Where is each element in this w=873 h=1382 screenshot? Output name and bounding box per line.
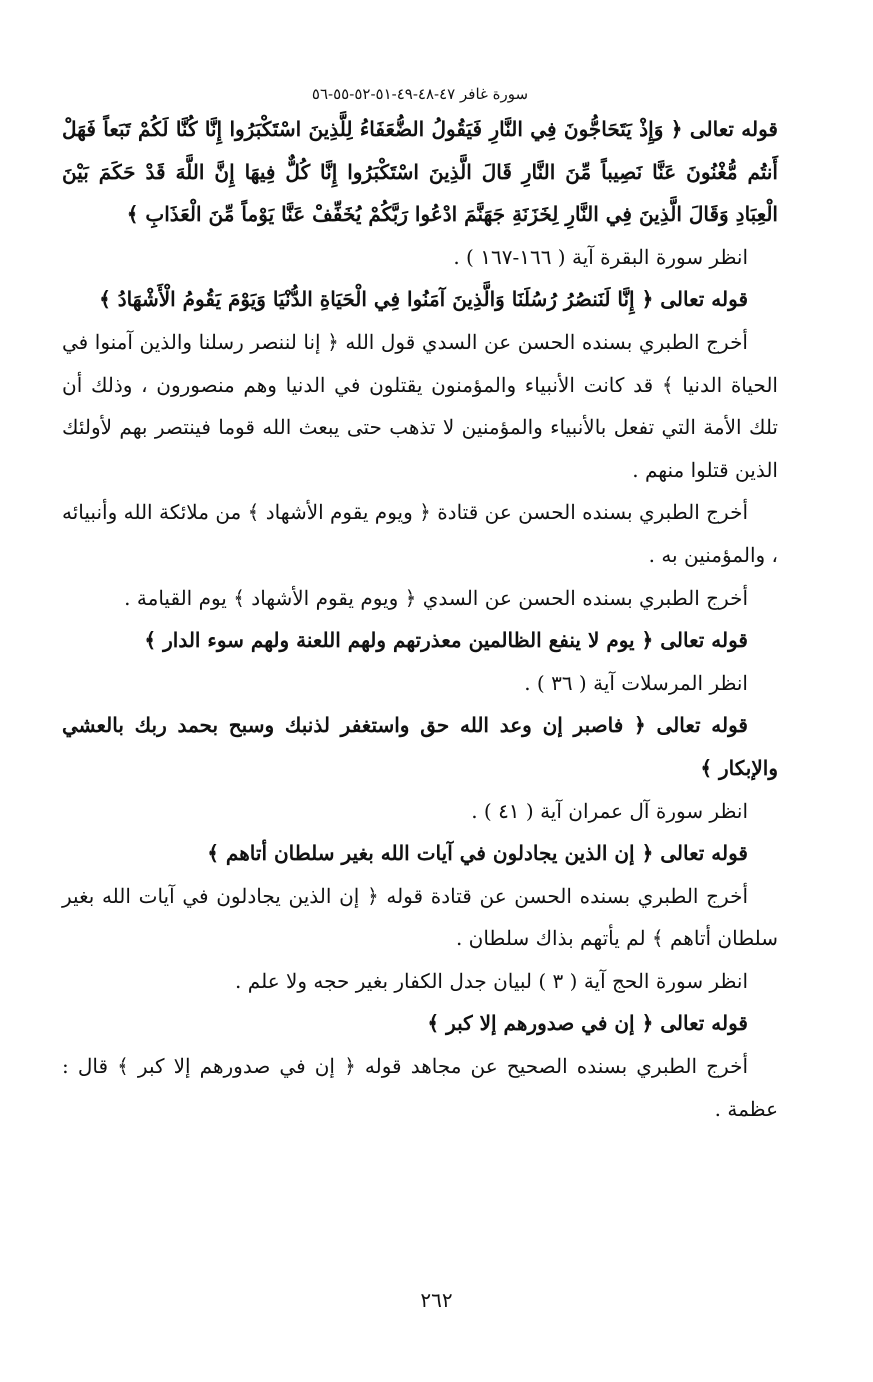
commentary-paragraph: انظر المرسلات آية ( ٣٦ ) . [524,670,748,695]
verse-heading: قوله تعالى ﴿ إن في صدورهم إلا كبر ﴾ [427,1011,748,1036]
page-body [62,84,778,1130]
commentary-paragraph: أخرج الطبري بسنده الحسن عن قتادة ﴿ ويوم يقوم الأشهاد ﴾ من ملائكة الله وأنبيائه ، والمؤمنين به . [62,500,778,567]
verse-heading: قوله تعالى ﴿ يوم لا ينفع الظالمين معذرتهم ولهم اللعنة ولهم سوء الدار ﴾ [144,628,748,653]
commentary-paragraph: أخرج الطبري بسنده الحسن عن قتادة قوله ﴿ إن الذين يجادلون في آيات الله بغير سلطان أتاهم ﴾ لم يأتهم بذاك سلطان . [62,883,778,951]
commentary-paragraph: انظر سورة الحج آية ( ٣ ) لبيان جدل الكفار بغير حجه ولا علم . [235,968,748,993]
commentary-paragraph: أخرج الطبري بسنده الصحيح عن مجاهد قوله ﴿ إن في صدورهم إلا كبر ﴾ قال : عظمة . [62,1054,778,1121]
verse-heading: قوله تعالى ﴿ وَإِذْ يَتَحَاجُّونَ فِي النَّارِ فَيَقُولُ الضُّعَفَاءُ لِلَّذِينَ اسْتَكْبَرُوا إِنَّا كُنَّا لَكُمْ تَبَعاً فَهَلْ أَنتُم مُّغْنُونَ عَنَّا نَصِيباً مِّنَ النَّارِ قَالَ الَّذِينَ اسْتَكْبَرُوا إِنَّا كُلٌّ فِيهَا إِنَّ اللَّهَ قَدْ حَكَمَ بَيْنَ الْعِبَادِ وَقَالَ الَّذِينَ فِي النَّارِ لِخَزَنَةِ جَهَنَّمَ ادْعُوا رَبَّكُمْ يُخَفِّفْ عَنَّا يَوْماً مِّنَ الْعَذَابِ ﴾ [62,117,778,227]
commentary-paragraph: أخرج الطبري بسنده الحسن عن السدي ﴿ ويوم يقوم الأشهاد ﴾ يوم القيامة . [124,585,748,610]
verse-heading: قوله تعالى ﴿ إِنَّا لَنَنصُرُ رُسُلَنَا وَالَّذِينَ آمَنُوا فِي الْحَيَاةِ الدُّنْيَا وَيَوْمَ يَقُومُ الْأَشْهَادُ ﴾ [99,287,748,312]
running-header: سورة غافر ٤٧-٤٨-٤٩-٥١-٥٢-٥٥-٥٦ [311,85,529,103]
commentary-paragraph: أخرج الطبري بسنده الحسن عن السدي قول الله ﴿ إنا لننصر رسلنا والذين آمنوا في الحياة الدنيا ﴾ قد كانت الأنبياء والمؤمنون يقتلون في الدنيا وهم منصورون ، وذلك أن تلك الأمة التي تفعل بالأنبياء والمؤمنين لا تذهب حتى يبعث الله قوما فينتصر بهم لأولئك الذين قتلوا منهم . [62,329,778,482]
page-number: ٢٦٢ [420,1288,453,1312]
verse-heading: قوله تعالى ﴿ إن الذين يجادلون في آيات الله بغير سلطان أتاهم ﴾ [207,841,748,866]
commentary-paragraph: انظر سورة آل عمران آية ( ٤١ ) . [471,798,748,823]
verse-heading: قوله تعالى ﴿ فاصبر إن وعد الله حق واستغفر لذنبك وسبح بحمد ربك بالعشي والإبكار ﴾ [62,713,778,780]
commentary-paragraph: انظر سورة البقرة آية ( ١٦٦-١٦٧ ) . [453,244,748,269]
